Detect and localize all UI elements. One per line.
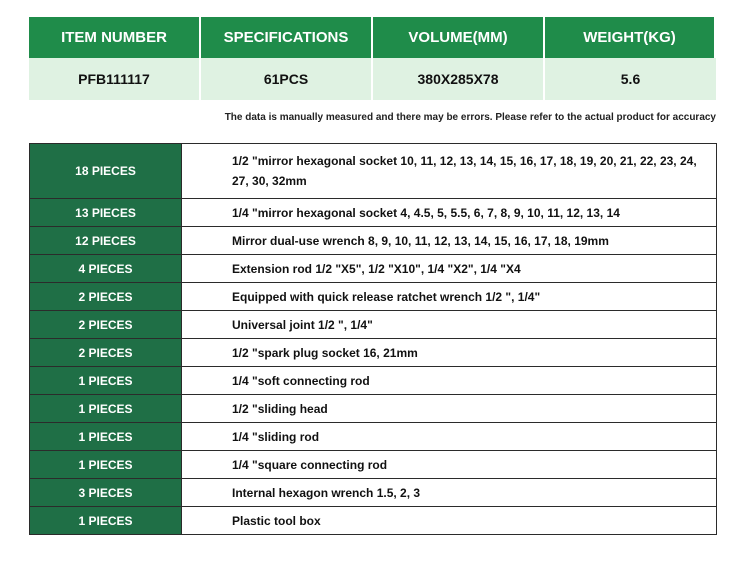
description-cell: 1/4 "soft connecting rod [182, 367, 717, 395]
quantity-cell: 2 PIECES [30, 339, 182, 367]
description-cell: Mirror dual-use wrench 8, 9, 10, 11, 12, 13, 14, 15, 16, 17, 18, 19mm [182, 227, 717, 255]
quantity-cell: 12 PIECES [30, 227, 182, 255]
quantity-cell: 3 PIECES [30, 479, 182, 507]
table-row [30, 367, 717, 395]
description-cell: 1/4 "mirror hexagonal socket 4, 4.5, 5, 5.5, 6, 7, 8, 9, 10, 11, 12, 13, 14 [182, 199, 717, 227]
parts-list-table [29, 143, 717, 535]
table-row [30, 423, 717, 451]
value-volume: 380X285X78 [373, 58, 545, 100]
table-row [30, 255, 717, 283]
table-row [30, 311, 717, 339]
table-row [30, 395, 717, 423]
table-row [30, 227, 717, 255]
table-row [30, 199, 717, 227]
table-row [30, 283, 717, 311]
description-cell: 1/2 "sliding head [182, 395, 717, 423]
value-specifications: 61PCS [201, 58, 373, 100]
quantity-cell: 2 PIECES [30, 283, 182, 311]
description-cell: 1/4 "sliding rod [182, 423, 717, 451]
quantity-cell: 1 PIECES [30, 423, 182, 451]
header-item-number: ITEM NUMBER [29, 17, 201, 58]
description-cell: 1/2 "spark plug socket 16, 21mm [182, 339, 717, 367]
header-weight: WEIGHT(KG) [545, 17, 716, 58]
value-weight: 5.6 [545, 58, 716, 100]
description-cell: Internal hexagon wrench 1.5, 2, 3 [182, 479, 717, 507]
table-row [30, 144, 717, 199]
quantity-cell: 1 PIECES [30, 507, 182, 535]
quantity-cell: 4 PIECES [30, 255, 182, 283]
value-item-number: PFB111117 [29, 58, 201, 100]
quantity-cell: 1 PIECES [30, 395, 182, 423]
table-row [30, 339, 717, 367]
description-cell: Universal joint 1/2 ", 1/4" [182, 311, 717, 339]
header-specifications: SPECIFICATIONS [201, 17, 373, 58]
description-cell: Extension rod 1/2 "X5", 1/2 "X10", 1/4 "X2", 1/4 "X4 [182, 255, 717, 283]
quantity-cell: 2 PIECES [30, 311, 182, 339]
description-cell: Equipped with quick release ratchet wrench 1/2 ", 1/4" [182, 283, 717, 311]
table-row [30, 479, 717, 507]
disclaimer-note: The data is manually measured and there may be errors. Please refer to the actual product for accuracy [224, 112, 716, 123]
quantity-cell: 13 PIECES [30, 199, 182, 227]
header-volume: VOLUME(MM) [373, 17, 545, 58]
quantity-cell: 1 PIECES [30, 367, 182, 395]
quantity-cell: 1 PIECES [30, 451, 182, 479]
description-cell: 1/4 "square connecting rod [182, 451, 717, 479]
quantity-cell: 18 PIECES [30, 144, 182, 199]
table-row [30, 507, 717, 535]
description-cell: Plastic tool box [182, 507, 717, 535]
table-row [30, 451, 717, 479]
description-cell: 1/2 "mirror hexagonal socket 10, 11, 12, 13, 14, 15, 16, 17, 18, 19, 20, 21, 22, 23, 24, 27, 30, 32mm [182, 144, 717, 199]
spec-table [29, 17, 716, 100]
